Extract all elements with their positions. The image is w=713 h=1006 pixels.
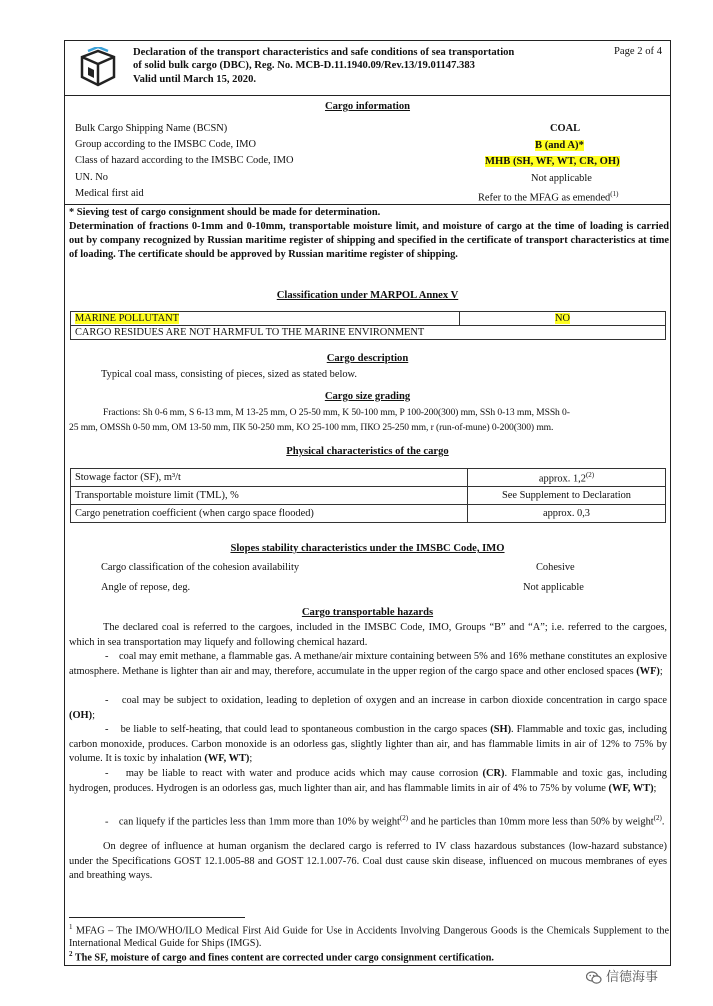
register-logo-icon (79, 47, 117, 87)
wechat-icon (586, 971, 602, 985)
stowage-factor-footnote-ref: (2) (585, 470, 595, 479)
determination-note: Determination of fractions 0-1mm and 0-10mm, transportable moisture limit, and moisture of cargo at the time of loading is carried out by company recognized by Russian maritime register of shipping and specified in the certificate of transport characteristics at time of loading. The certificate should be approved by Russian maritime register of shipping. (69, 221, 669, 260)
footnote-2 (69, 948, 669, 964)
hazard-corrosion: - may be liable to react with water and produce acids which may cause corrosion (CR). Flammable and toxic gas, including hydrogen, produces. Hydrogen is an odorless gas, much lighter than air, and has flammable limits in air of 4% to 75% by volume (WF, WT); (69, 768, 667, 794)
hazard-self-heating: - be liable to self-heating, that could lead to spontaneous combustion in the cargo spaces (SH). Flammable and toxic gas, including carbon monoxide, produces. Carbon monoxide is an odorless gas, slightly lighter than air, and has flammable limits in air of 12% to 75% by volume. It is toxic by inhalation (WF, WT); (69, 724, 667, 765)
size-grading-line-1: Fractions: Sh 0-6 mm, S 6-13 mm, M 13-25 mm, O 25-50 mm, K 50-100 mm, P 100-200(300) mm, SSh 0-13 mm, MSSh 0- (103, 407, 570, 418)
hazard-corrosion-code-2: (WF, WT) (608, 782, 654, 794)
document-title (133, 46, 583, 86)
penetration-value: approx. 0,3 (468, 505, 666, 523)
hazard-methane-code: (WF) (636, 665, 660, 677)
hazard-class-label: Class of hazard according to the IMSBC Code, IMO (75, 155, 294, 166)
footnote-1-text: MFAG – The IMO/WHO/ILO Medical First Aid Guide for Use in Accidents Involving Dangerous Goods is the Chemicals Supplement to the International Medical Guide for Ships (IMGS). (69, 925, 669, 950)
size-grading-line-2: 25 mm, OMSSh 0-50 mm, OM 13-50 mm, ПК 50-250 mm, KO 25-100 mm, ПКО 25-250 mm, r (run-of-mune) 0-200(300) mm. (69, 422, 554, 433)
stowage-factor-cell (468, 469, 666, 487)
table-row (71, 326, 666, 340)
page-number: Page 2 of 4 (614, 46, 662, 57)
marpol-title: Classification under MARPOL Annex V (276, 290, 459, 301)
hazard-corrosion-code: (CR) (482, 768, 505, 779)
title-line-2: of solid bulk cargo (DBC), Reg. No. MCB-D.11.1940.09/Rev.13/19.01147.383 (133, 60, 475, 71)
cohesion-label: Cargo classification of the cohesion availability (101, 562, 300, 573)
group-value: B (and A)* (535, 140, 584, 151)
table-row (71, 505, 666, 523)
footnote-1-number: 1 (69, 923, 73, 931)
hazard-class-value: MHB (SH, WF, WT, CR, OH) (485, 156, 620, 167)
group-label: Group according to the IMSBC Code, IMO (75, 139, 256, 150)
hazard-liquefy-footnote-ref: (2) (399, 814, 409, 822)
hazard-liquefy: - can liquefy if the particles less than 1mm more than 10% by weight$^{(2)}$ and he particles than 10mm more less than 50% by weight$^{(2)}$. (105, 814, 665, 828)
cargo-info-title: Cargo information (324, 101, 411, 112)
description-text: Typical coal mass, consisting of pieces, sized as stated below. (101, 369, 357, 380)
hazard-liquefy-detail: and he particles than 10mm more less than 50% by weight (408, 816, 654, 828)
sieving-note: * Sieving test of cargo consignment should be made for determination. (69, 207, 381, 218)
hazard-liquefy-text: can liquefy if the particles less than 1mm more than 10% by weight (118, 816, 400, 828)
hazard-methane: - coal may emit methane, a flammable gas. A methane/air mixture containing between 5% and 16% methane constitutes an explosive atmosphere. Methane is lighter than air and may, therefore, accumulate in the upper region of the cargo space and other enclosed spaces (WF); (69, 651, 667, 677)
hazard-corrosion-detail: . Flammable and toxic gas, including hydrogen, produces. Hydrogen is an odorless gas, much lighter than air, and has flammable limits in air of 4% to 75% by volume (69, 768, 667, 794)
penetration-label: Cargo penetration coefficient (when cargo space flooded) (71, 505, 468, 523)
table-row (71, 487, 666, 505)
description-title: Cargo description (326, 353, 409, 364)
footnote-2-text: The SF, moisture of cargo and fines content are corrected under cargo consignment certification. (74, 952, 494, 964)
angle-repose-label: Angle of repose, deg. (101, 582, 191, 593)
physical-table (70, 468, 666, 523)
angle-repose-value: Not applicable (523, 582, 584, 593)
marpol-label-cell (71, 312, 460, 326)
marpol-value-cell (460, 312, 666, 326)
hazard-oxidation-text: coal may be subject to oxidation, leading to depletion of oxygen and an increase in carbon dioxide concentration in cargo space (121, 695, 667, 706)
table-row (71, 312, 666, 326)
title-line-1: Declaration of the transport characteristics and safe conditions of sea transportation (133, 47, 515, 58)
watermark (586, 966, 658, 985)
hazard-methane-text: coal may emit methane, a flammable gas. A methane/air mixture containing between 5% and 16% methane constitutes an explosive atmosphere. Methane is lighter than air and may, therefore, accumulate in the upper region of the cargo space and other enclosed spaces (69, 651, 667, 677)
medical-aid-footnote-ref: (1) (610, 190, 619, 198)
validity-line: Valid until March 15, 2020. (133, 74, 257, 85)
watermark-text: 信德海事 (606, 970, 659, 985)
hazard-self-heating-text: be liable to self-heating, that could lead to spontaneous combustion in the cargo spaces (120, 724, 491, 735)
marpol-table (70, 311, 666, 340)
marine-pollutant-value: NO (554, 313, 570, 324)
size-grading-title: Cargo size grading (324, 391, 411, 402)
stowage-factor-value: approx. 1,2 (538, 473, 586, 485)
hazard-self-heating-code-2: (WF, WT) (204, 753, 250, 765)
hazard-liquefy-footnote-ref-2: (2) (653, 814, 662, 822)
medical-aid-label: Medical first aid (75, 188, 144, 199)
footnote-2-number: 2 (69, 950, 73, 958)
hazards-title: Cargo transportable hazards (301, 607, 434, 618)
physical-title: Physical characteristics of the cargo (286, 446, 449, 457)
cargo-residues-cell: CARGO RESIDUES ARE NOT HARMFUL TO THE MARINE ENVIRONMENT (71, 326, 666, 340)
hazard-oxidation-code: (OH) (69, 709, 93, 721)
footnote-divider (69, 917, 245, 918)
un-no-label: UN. No (75, 172, 108, 183)
bcsn-value: COAL (549, 123, 581, 134)
hazards-intro: The declared coal is referred to the cargoes, included in the IMSBC Code, IMO, Groups “B” and “A”; i.e. referred to the cargoes, which in sea transportation may liquefy and following chemical hazard. (69, 622, 667, 648)
document-header (65, 41, 670, 96)
un-no-value: Not applicable (531, 173, 592, 184)
hazard-self-heating-detail: . Flammable and toxic gas, including carbon monoxide, produces. Carbon monoxide is an odorless gas, slightly lighter than air, and has flammable limits in air of 12% to 75% by volume. It is toxic by inhalation (69, 724, 667, 765)
cohesion-value: Cohesive (536, 562, 575, 573)
tml-value: See Supplement to Declaration (468, 487, 666, 505)
stowage-factor-label: Stowage factor (SF), m³/t (71, 469, 468, 487)
tml-label: Transportable moisture limit (TML), % (71, 487, 468, 505)
bcsn-label: Bulk Cargo Shipping Name (BCSN) (75, 123, 228, 134)
medical-aid-value: Refer to the MFAG as emended (478, 192, 611, 204)
slopes-title: Slopes stability characteristics under the IMSBC Code, IMO (230, 543, 505, 554)
document-page (64, 40, 671, 966)
hazard-corrosion-text: may be liable to react with water and produce acids which may cause corrosion (125, 768, 483, 779)
hazard-oxidation: - coal may be subject to oxidation, leading to depletion of oxygen and an increase in carbon dioxide concentration in cargo space (OH); (69, 695, 667, 721)
marine-pollutant-label: MARINE POLLUTANT (75, 313, 179, 324)
hazard-class-text: On degree of influence at human organism the declared cargo is referred to IV class hazardous substances (low-hazard substance) under the Specifications GOST 12.1.005-88 and GOST 12.1.007-76. Coal dust cause skin disease, influenced on mucous membranes of eyes and breathing ways. (69, 841, 667, 882)
table-row (71, 469, 666, 487)
footnote-1 (69, 921, 669, 950)
hazard-self-heating-code: (SH) (490, 724, 512, 735)
